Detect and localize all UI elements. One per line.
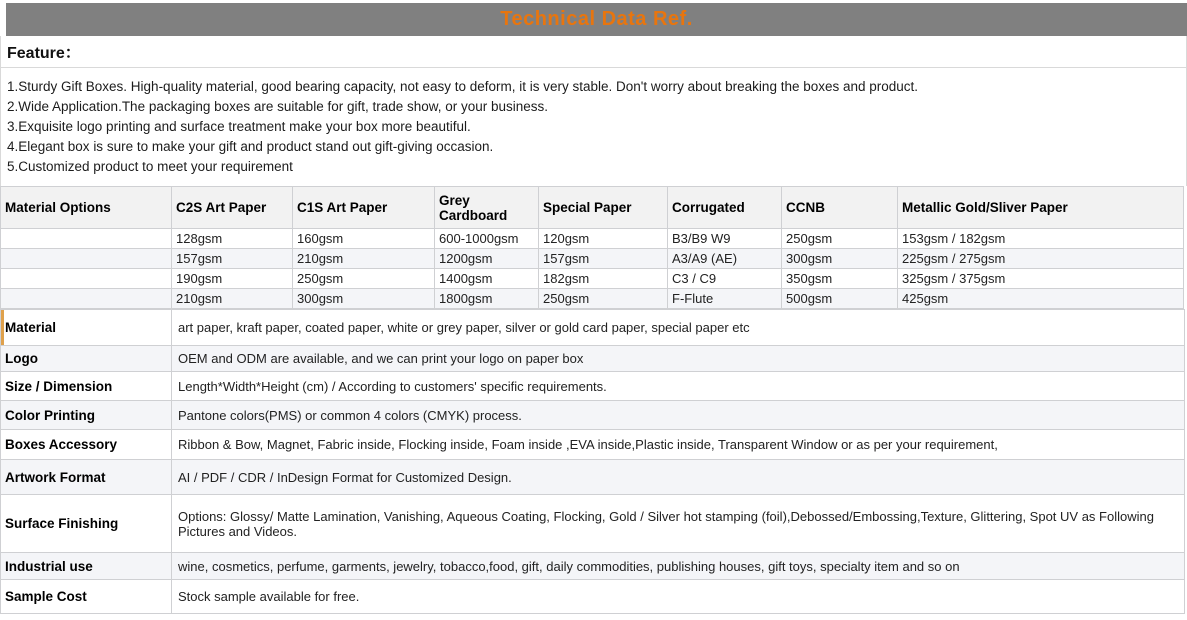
row-value: wine, cosmetics, perfume, garments, jewelry, tobacco,food, gift, daily commodities, publishing houses, gift toys, specialty item and so on xyxy=(172,553,1185,580)
table-row-sample-cost xyxy=(1,580,1185,614)
spec-cell: 600-1000gsm xyxy=(435,229,539,249)
row-label: Material xyxy=(1,310,172,346)
row-label: Color Printing xyxy=(1,401,172,430)
spec-cell: 300gsm xyxy=(293,289,435,309)
spec-cell: 157gsm xyxy=(539,249,668,269)
spec-cell: 500gsm xyxy=(782,289,898,309)
column-header-special-paper: Special Paper xyxy=(539,187,668,229)
row-value: Stock sample available for free. xyxy=(172,580,1185,614)
spec-cell: 120gsm xyxy=(539,229,668,249)
column-header-corrugated: Corrugated xyxy=(668,187,782,229)
spec-cell: 1400gsm xyxy=(435,269,539,289)
spec-cell: 157gsm xyxy=(172,249,293,269)
feature-list xyxy=(0,68,1187,186)
column-header-metallic-paper: Metallic Gold/Sliver Paper xyxy=(898,187,1184,229)
column-header-c1s-art-paper: C1S Art Paper xyxy=(293,187,435,229)
row-label: Industrial use xyxy=(1,553,172,580)
feature-item: 2.Wide Application.The packaging boxes are suitable for gift, trade show, or your business. xyxy=(7,99,549,114)
spec-cell: F-Flute xyxy=(668,289,782,309)
spec-cell: B3/B9 W9 xyxy=(668,229,782,249)
table-row-boxes-accessory xyxy=(1,430,1185,460)
spec-cell: 190gsm xyxy=(172,269,293,289)
row-value: Length*Width*Height (cm) / According to customers' specific requirements. xyxy=(172,372,1185,401)
spec-cell: 325gsm / 375gsm xyxy=(898,269,1184,289)
spec-cell xyxy=(1,269,172,289)
feature-item: 5.Customized product to meet your requirement xyxy=(7,159,293,174)
row-label: Size / Dimension xyxy=(1,372,172,401)
table-row xyxy=(1,269,1184,289)
feature-item: 4.Elegant box is sure to make your gift and product stand out gift-giving occasion. xyxy=(7,139,494,154)
table-row-logo xyxy=(1,346,1185,372)
feature-heading: Feature： xyxy=(0,36,1187,68)
spec-cell: C3 / C9 xyxy=(668,269,782,289)
spec-cell: 350gsm xyxy=(782,269,898,289)
table-header-row xyxy=(1,187,1184,229)
spec-cell: 153gsm / 182gsm xyxy=(898,229,1184,249)
spec-cell: 210gsm xyxy=(172,289,293,309)
row-label: Surface Finishing xyxy=(1,495,172,553)
spec-cell: 225gsm / 275gsm xyxy=(898,249,1184,269)
spec-cell: 182gsm xyxy=(539,269,668,289)
row-label: Logo xyxy=(1,346,172,372)
spec-cell xyxy=(1,249,172,269)
row-value: art paper, kraft paper, coated paper, white or grey paper, silver or gold card paper, special paper etc xyxy=(172,310,1185,346)
row-value: Options: Glossy/ Matte Lamination, Vanishing, Aqueous Coating, Flocking, Gold / Silver hot stamping (foil),Debossed/Embossing,Texture, Glittering, Spot UV as Following Pictures and Videos. xyxy=(172,495,1185,553)
row-label: Artwork Format xyxy=(1,460,172,495)
table-row-industrial-use xyxy=(1,553,1185,580)
table-row-size-dimension xyxy=(1,372,1185,401)
table-row xyxy=(1,289,1184,309)
spec-cell: 250gsm xyxy=(293,269,435,289)
row-value: OEM and ODM are available, and we can print your logo on paper box xyxy=(172,346,1185,372)
details-table xyxy=(0,309,1185,614)
column-header-material-options: Material Options xyxy=(1,187,172,229)
spec-cell xyxy=(1,229,172,249)
table-row xyxy=(1,249,1184,269)
material-options-table xyxy=(0,186,1184,309)
spec-cell: 1800gsm xyxy=(435,289,539,309)
row-value: AI / PDF / CDR / InDesign Format for Customized Design. xyxy=(172,460,1185,495)
table-row-color-printing xyxy=(1,401,1185,430)
spec-cell xyxy=(1,289,172,309)
spec-cell: 250gsm xyxy=(539,289,668,309)
spec-cell: 1200gsm xyxy=(435,249,539,269)
spec-cell: 128gsm xyxy=(172,229,293,249)
table-row-artwork-format xyxy=(1,460,1185,495)
spec-cell: 210gsm xyxy=(293,249,435,269)
table-row-surface-finishing xyxy=(1,495,1185,553)
title-bar xyxy=(6,3,1187,36)
spec-cell: 160gsm xyxy=(293,229,435,249)
spec-cell: 300gsm xyxy=(782,249,898,269)
spec-cell: 425gsm xyxy=(898,289,1184,309)
row-label: Boxes Accessory xyxy=(1,430,172,460)
feature-item: 1.Sturdy Gift Boxes. High-quality material, good bearing capacity, not easy to deform, it is very stable. Don't worry about breaking the boxes and product. xyxy=(7,79,919,94)
spec-cell: A3/A9 (AE) xyxy=(668,249,782,269)
feature-item: 3.Exquisite logo printing and surface treatment make your box more beautiful. xyxy=(7,119,471,134)
row-value: Ribbon & Bow, Magnet, Fabric inside, Flocking inside, Foam inside ,EVA inside,Plastic inside, Transparent Window or as per your requirement, xyxy=(172,430,1185,460)
table-row xyxy=(1,229,1184,249)
page-title: Technical Data Ref. xyxy=(500,8,693,30)
column-header-c2s-art-paper: C2S Art Paper xyxy=(172,187,293,229)
row-label: Sample Cost xyxy=(1,580,172,614)
table-row-material xyxy=(1,310,1185,346)
spec-cell: 250gsm xyxy=(782,229,898,249)
row-value: Pantone colors(PMS) or common 4 colors (CMYK) process. xyxy=(172,401,1185,430)
column-header-ccnb: CCNB xyxy=(782,187,898,229)
column-header-grey-cardboard: Grey Cardboard xyxy=(435,187,539,229)
